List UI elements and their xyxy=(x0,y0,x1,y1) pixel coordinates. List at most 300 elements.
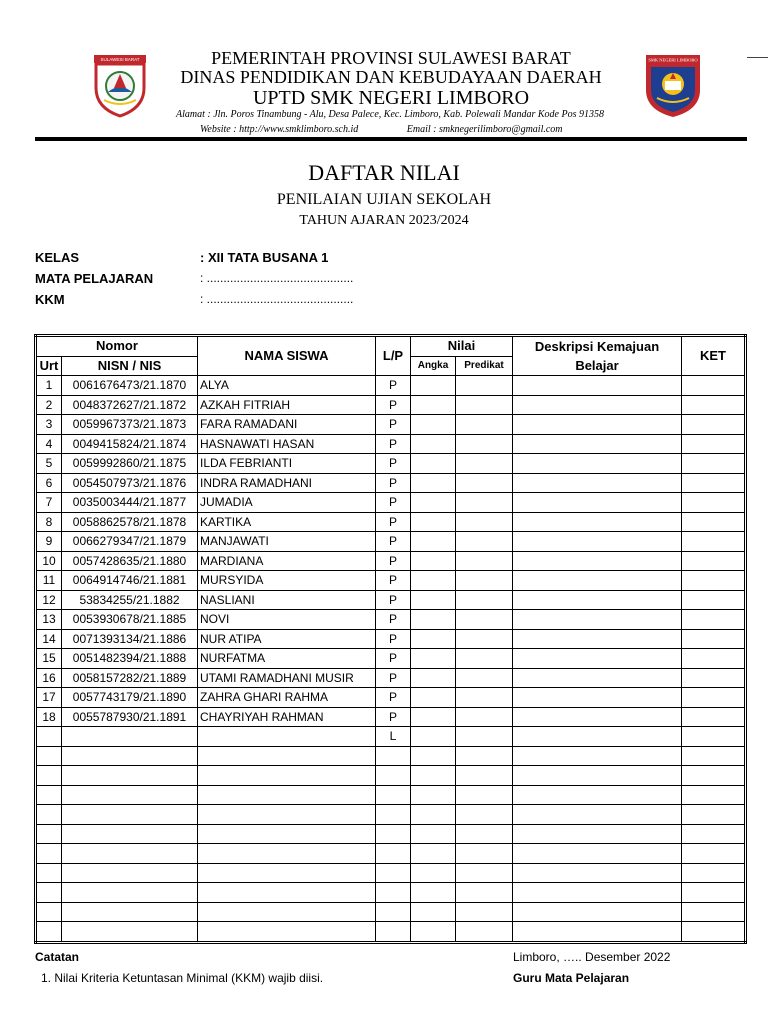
table-row xyxy=(36,707,746,727)
cell-nama: AZKAH FITRIAH xyxy=(198,395,376,415)
header-contact xyxy=(200,124,620,135)
table-row xyxy=(36,649,746,669)
cell-angka[interactable] xyxy=(411,863,456,883)
cell-nisn xyxy=(62,922,198,943)
cell-predikat[interactable] xyxy=(456,415,513,435)
cell-ket[interactable] xyxy=(682,571,746,591)
cell-lp xyxy=(376,883,411,903)
cell-nama: FARA RAMADANI xyxy=(198,415,376,435)
cell-predikat[interactable] xyxy=(456,629,513,649)
cell-nama: KARTIKA xyxy=(198,512,376,532)
cell-deskripsi[interactable] xyxy=(513,863,682,883)
place-date: Limboro, ….. Desember 2022 xyxy=(513,950,671,964)
cell-urt xyxy=(36,785,62,805)
table-row xyxy=(36,629,746,649)
col-header-nilai: Nilai xyxy=(411,336,513,357)
cell-ket[interactable] xyxy=(682,493,746,513)
cell-angka[interactable] xyxy=(411,434,456,454)
cell-nama: ILDA FEBRIANTI xyxy=(198,454,376,474)
cell-angka[interactable] xyxy=(411,610,456,630)
cell-angka[interactable] xyxy=(411,746,456,766)
table-row xyxy=(36,727,746,747)
cell-nisn: 53834255/21.1882 xyxy=(62,590,198,610)
cell-nisn xyxy=(62,785,198,805)
cell-predikat[interactable] xyxy=(456,688,513,708)
cell-urt: 5 xyxy=(36,454,62,474)
cell-urt: 16 xyxy=(36,668,62,688)
cell-predikat[interactable] xyxy=(456,824,513,844)
cell-nisn: 0066279347/21.1879 xyxy=(62,532,198,552)
table-row xyxy=(36,922,746,943)
academic-year: TAHUN AJARAN 2023/2024 xyxy=(299,213,469,228)
cell-urt: 7 xyxy=(36,493,62,513)
cell-lp xyxy=(376,766,411,786)
cell-lp: P xyxy=(376,610,411,630)
cell-nama xyxy=(198,824,376,844)
cell-angka[interactable] xyxy=(411,824,456,844)
cell-nama: UTAMI RAMADHANI MUSIR xyxy=(198,668,376,688)
table-row xyxy=(36,902,746,922)
cell-angka[interactable] xyxy=(411,883,456,903)
cell-predikat[interactable] xyxy=(456,727,513,747)
cell-lp: P xyxy=(376,532,411,552)
cell-deskripsi[interactable] xyxy=(513,746,682,766)
cell-nama xyxy=(198,766,376,786)
table-row xyxy=(36,590,746,610)
cell-nama: MARDIANA xyxy=(198,551,376,571)
cell-deskripsi[interactable] xyxy=(513,902,682,922)
cell-urt xyxy=(36,805,62,825)
table-row xyxy=(36,844,746,864)
letterhead xyxy=(35,44,747,142)
cell-nama xyxy=(198,727,376,747)
cell-deskripsi[interactable] xyxy=(513,805,682,825)
cell-nisn: 0035003444/21.1877 xyxy=(62,493,198,513)
cell-nama xyxy=(198,863,376,883)
cell-angka[interactable] xyxy=(411,454,456,474)
cell-ket[interactable] xyxy=(682,727,746,747)
cell-urt: 10 xyxy=(36,551,62,571)
cell-nisn xyxy=(62,727,198,747)
cell-angka[interactable] xyxy=(411,844,456,864)
cell-predikat[interactable] xyxy=(456,395,513,415)
cell-nama: NOVI xyxy=(198,610,376,630)
cell-nisn: 0058862578/21.1878 xyxy=(62,512,198,532)
cell-lp: P xyxy=(376,395,411,415)
cell-angka[interactable] xyxy=(411,395,456,415)
cell-deskripsi[interactable] xyxy=(513,824,682,844)
cell-lp xyxy=(376,785,411,805)
cell-ket[interactable] xyxy=(682,376,746,396)
cell-lp: P xyxy=(376,629,411,649)
cell-angka[interactable] xyxy=(411,785,456,805)
cell-nama xyxy=(198,785,376,805)
info-value: : ............................................ xyxy=(200,292,354,306)
cell-lp: P xyxy=(376,688,411,708)
cell-ket[interactable] xyxy=(682,629,746,649)
cell-lp: P xyxy=(376,376,411,396)
cell-urt: 11 xyxy=(36,571,62,591)
cell-deskripsi[interactable] xyxy=(513,629,682,649)
cell-angka[interactable] xyxy=(411,688,456,708)
cell-ket[interactable] xyxy=(682,454,746,474)
cell-predikat[interactable] xyxy=(456,590,513,610)
cell-lp: P xyxy=(376,668,411,688)
cell-deskripsi[interactable] xyxy=(513,493,682,513)
cell-deskripsi[interactable] xyxy=(513,590,682,610)
cell-urt xyxy=(36,883,62,903)
cell-deskripsi[interactable] xyxy=(513,415,682,435)
note-item: 1. Nilai Kriteria Ketuntasan Minimal (KKM) wajib diisi. xyxy=(41,971,324,985)
cell-urt: 18 xyxy=(36,707,62,727)
col-header-nama: NAMA SISWA xyxy=(198,336,376,376)
info-row-kkm xyxy=(35,292,535,313)
cell-predikat[interactable] xyxy=(456,883,513,903)
cell-nisn: 0049415824/21.1874 xyxy=(62,434,198,454)
cell-angka[interactable] xyxy=(411,493,456,513)
grade-table xyxy=(34,334,747,944)
svg-text:SMK NEGERI LIMBORO: SMK NEGERI LIMBORO xyxy=(648,57,698,63)
cell-nisn: 0071393134/21.1886 xyxy=(62,629,198,649)
header-government-line: PEMERINTAH PROVINSI SULAWESI BARAT xyxy=(211,48,571,68)
cell-predikat[interactable] xyxy=(456,922,513,943)
cell-predikat[interactable] xyxy=(456,746,513,766)
info-row-kelas xyxy=(35,250,535,271)
cell-ket[interactable] xyxy=(682,434,746,454)
cell-deskripsi[interactable] xyxy=(513,883,682,903)
cell-lp xyxy=(376,805,411,825)
document-title-block xyxy=(0,160,768,230)
cell-lp: P xyxy=(376,571,411,591)
signature-title: Guru Mata Pelajaran xyxy=(513,971,630,985)
cell-ket[interactable] xyxy=(682,824,746,844)
cell-ket[interactable] xyxy=(682,395,746,415)
cell-nama: ALYA xyxy=(198,376,376,396)
cell-urt xyxy=(36,922,62,943)
cell-lp: P xyxy=(376,649,411,669)
table-row xyxy=(36,434,746,454)
cell-urt xyxy=(36,766,62,786)
cell-deskripsi[interactable] xyxy=(513,571,682,591)
class-info xyxy=(35,250,535,313)
cell-deskripsi[interactable] xyxy=(513,376,682,396)
cell-urt: 14 xyxy=(36,629,62,649)
cell-nama: INDRA RAMADHANI xyxy=(198,473,376,493)
cell-predikat[interactable] xyxy=(456,454,513,474)
cell-urt: 12 xyxy=(36,590,62,610)
cell-lp xyxy=(376,922,411,943)
cell-deskripsi[interactable] xyxy=(513,610,682,630)
cell-angka[interactable] xyxy=(411,532,456,552)
cell-nisn: 0048372627/21.1872 xyxy=(62,395,198,415)
col-header-deskripsi: Deskripsi Kemajuan Belajar xyxy=(513,336,682,376)
cell-angka[interactable] xyxy=(411,571,456,591)
cell-ket[interactable] xyxy=(682,532,746,552)
table-row xyxy=(36,746,746,766)
cell-deskripsi[interactable] xyxy=(513,454,682,474)
cell-deskripsi[interactable] xyxy=(513,532,682,552)
cell-deskripsi[interactable] xyxy=(513,766,682,786)
table-row xyxy=(36,551,746,571)
cell-ket[interactable] xyxy=(682,512,746,532)
cell-lp: P xyxy=(376,493,411,513)
info-value: : ............................................ xyxy=(200,271,354,285)
cell-nisn: 0059967373/21.1873 xyxy=(62,415,198,435)
cell-angka[interactable] xyxy=(411,707,456,727)
cell-predikat[interactable] xyxy=(456,610,513,630)
cell-nisn xyxy=(62,844,198,864)
col-header-nomor: Nomor xyxy=(36,336,198,357)
cell-angka[interactable] xyxy=(411,473,456,493)
cell-deskripsi[interactable] xyxy=(513,434,682,454)
cell-angka[interactable] xyxy=(411,512,456,532)
cell-predikat[interactable] xyxy=(456,785,513,805)
col-header-predikat: Predikat xyxy=(456,356,513,376)
cell-deskripsi[interactable] xyxy=(513,551,682,571)
cell-ket[interactable] xyxy=(682,863,746,883)
cell-ket[interactable] xyxy=(682,883,746,903)
notes-section xyxy=(35,950,323,985)
cell-ket[interactable] xyxy=(682,707,746,727)
cell-ket[interactable] xyxy=(682,688,746,708)
document-subtitle: PENILAIAN UJIAN SEKOLAH xyxy=(276,191,492,208)
cell-nama xyxy=(198,922,376,943)
cell-angka[interactable] xyxy=(411,766,456,786)
cell-urt: 3 xyxy=(36,415,62,435)
cell-ket[interactable] xyxy=(682,766,746,786)
cell-nisn: 0058157282/21.1889 xyxy=(62,668,198,688)
info-label: KKM xyxy=(35,292,65,307)
cell-angka[interactable] xyxy=(411,629,456,649)
cell-nisn: 0064914746/21.1881 xyxy=(62,571,198,591)
cell-lp: P xyxy=(376,434,411,454)
table-row xyxy=(36,473,746,493)
cell-nama: JUMADIA xyxy=(198,493,376,513)
cell-nama xyxy=(198,746,376,766)
cell-nisn xyxy=(62,863,198,883)
header-address: Alamat : Jln. Poros Tinambung - Alu, Desa Palece, Kec. Limboro, Kab. Polewali Mandar Kode Pos 91358 xyxy=(176,109,604,120)
cell-angka[interactable] xyxy=(411,649,456,669)
table-row xyxy=(36,785,746,805)
cell-ket[interactable] xyxy=(682,922,746,943)
col-header-ket: KET xyxy=(682,336,746,376)
table-header-row xyxy=(36,336,746,357)
cell-nisn: 0051482394/21.1888 xyxy=(62,649,198,669)
cell-ket[interactable] xyxy=(682,415,746,435)
cell-angka[interactable] xyxy=(411,727,456,747)
cell-nisn xyxy=(62,824,198,844)
cell-ket[interactable] xyxy=(682,590,746,610)
table-row xyxy=(36,376,746,396)
cell-deskripsi[interactable] xyxy=(513,922,682,943)
signature-section xyxy=(513,950,670,985)
header-department-line: DINAS PENDIDIKAN DAN KEBUDAYAAN DAERAH xyxy=(180,67,602,87)
table-row xyxy=(36,532,746,552)
header-website: Website : http://www.smklimboro.sch.id xyxy=(200,124,359,135)
cell-lp xyxy=(376,746,411,766)
cell-predikat[interactable] xyxy=(456,571,513,591)
cell-deskripsi[interactable] xyxy=(513,707,682,727)
col-header-angka: Angka xyxy=(411,356,456,376)
cell-deskripsi[interactable] xyxy=(513,512,682,532)
table-row xyxy=(36,668,746,688)
cell-predikat[interactable] xyxy=(456,473,513,493)
cell-nama: NUR ATIPA xyxy=(198,629,376,649)
cell-angka[interactable] xyxy=(411,415,456,435)
cell-deskripsi[interactable] xyxy=(513,727,682,747)
cell-predikat[interactable] xyxy=(456,707,513,727)
cell-nama: MANJAWATI xyxy=(198,532,376,552)
cell-ket[interactable] xyxy=(682,610,746,630)
cell-ket[interactable] xyxy=(682,844,746,864)
cell-deskripsi[interactable] xyxy=(513,668,682,688)
table-row xyxy=(36,688,746,708)
cell-predikat[interactable] xyxy=(456,863,513,883)
cell-ket[interactable] xyxy=(682,785,746,805)
cell-lp: P xyxy=(376,473,411,493)
cell-urt xyxy=(36,844,62,864)
cell-ket[interactable] xyxy=(682,668,746,688)
cell-predikat[interactable] xyxy=(456,512,513,532)
table-row xyxy=(36,454,746,474)
svg-text:SULAWESI BARAT: SULAWESI BARAT xyxy=(100,57,140,62)
cell-angka[interactable] xyxy=(411,551,456,571)
cell-nisn: 0057428635/21.1880 xyxy=(62,551,198,571)
info-row-mata-pelajaran xyxy=(35,271,535,292)
cell-nisn: 0053930678/21.1885 xyxy=(62,610,198,630)
cell-nama: MURSYIDA xyxy=(198,571,376,591)
cell-lp: P xyxy=(376,590,411,610)
cell-lp xyxy=(376,863,411,883)
cell-nama xyxy=(198,805,376,825)
table-row xyxy=(36,415,746,435)
cell-urt: 6 xyxy=(36,473,62,493)
cell-nama xyxy=(198,844,376,864)
cell-predikat[interactable] xyxy=(456,493,513,513)
cell-predikat[interactable] xyxy=(456,649,513,669)
cell-deskripsi[interactable] xyxy=(513,395,682,415)
table-row xyxy=(36,824,746,844)
cell-urt xyxy=(36,902,62,922)
table-row xyxy=(36,395,746,415)
cell-ket[interactable] xyxy=(682,473,746,493)
cell-urt: 2 xyxy=(36,395,62,415)
cell-ket[interactable] xyxy=(682,902,746,922)
notes-heading: Catatan xyxy=(35,950,80,964)
table-row xyxy=(36,571,746,591)
cell-lp xyxy=(376,824,411,844)
table-row xyxy=(36,493,746,513)
cell-ket[interactable] xyxy=(682,805,746,825)
cell-nisn xyxy=(62,805,198,825)
cell-predikat[interactable] xyxy=(456,551,513,571)
cell-urt: 4 xyxy=(36,434,62,454)
cell-nama: NURFATMA xyxy=(198,649,376,669)
cell-lp: L xyxy=(376,727,411,747)
cell-ket[interactable] xyxy=(682,746,746,766)
cell-urt: 17 xyxy=(36,688,62,708)
cell-deskripsi[interactable] xyxy=(513,844,682,864)
table-row xyxy=(36,883,746,903)
cell-deskripsi[interactable] xyxy=(513,473,682,493)
cell-angka[interactable] xyxy=(411,922,456,943)
cell-urt: 9 xyxy=(36,532,62,552)
cell-predikat[interactable] xyxy=(456,902,513,922)
header-school-name: UPTD SMK NEGERI LIMBORO xyxy=(252,87,530,109)
table-row xyxy=(36,863,746,883)
cell-urt xyxy=(36,746,62,766)
cell-lp: P xyxy=(376,415,411,435)
cell-predikat[interactable] xyxy=(456,805,513,825)
cell-predikat[interactable] xyxy=(456,766,513,786)
cell-ket[interactable] xyxy=(682,551,746,571)
cell-urt xyxy=(36,863,62,883)
cell-nisn: 0061676473/21.1870 xyxy=(62,376,198,396)
cell-angka[interactable] xyxy=(411,590,456,610)
table-row xyxy=(36,512,746,532)
table-row xyxy=(36,610,746,630)
cell-nisn: 0054507973/21.1876 xyxy=(62,473,198,493)
cell-nisn xyxy=(62,746,198,766)
cell-nisn: 0055787930/21.1891 xyxy=(62,707,198,727)
cell-angka[interactable] xyxy=(411,902,456,922)
cell-urt: 15 xyxy=(36,649,62,669)
cell-predikat[interactable] xyxy=(456,434,513,454)
info-value: : XII TATA BUSANA 1 xyxy=(200,250,329,265)
cell-lp: P xyxy=(376,707,411,727)
cell-nisn xyxy=(62,766,198,786)
cell-nisn xyxy=(62,883,198,903)
cell-predikat[interactable] xyxy=(456,668,513,688)
cell-nama xyxy=(198,883,376,903)
cell-lp: P xyxy=(376,512,411,532)
info-label: KELAS xyxy=(35,250,80,265)
cell-urt: 8 xyxy=(36,512,62,532)
cell-urt xyxy=(36,727,62,747)
header-accent-line xyxy=(747,57,768,58)
cell-predikat[interactable] xyxy=(456,844,513,864)
header-divider xyxy=(35,137,747,141)
cell-nisn: 0059992860/21.1875 xyxy=(62,454,198,474)
cell-angka[interactable] xyxy=(411,805,456,825)
col-header-lp: L/P xyxy=(376,336,411,376)
cell-predikat[interactable] xyxy=(456,532,513,552)
table-row xyxy=(36,805,746,825)
cell-angka[interactable] xyxy=(411,376,456,396)
cell-deskripsi[interactable] xyxy=(513,688,682,708)
cell-predikat[interactable] xyxy=(456,376,513,396)
cell-lp xyxy=(376,844,411,864)
cell-nisn xyxy=(62,902,198,922)
cell-angka[interactable] xyxy=(411,668,456,688)
header-email: Email : smknegerilimboro@gmail.com xyxy=(406,124,563,135)
cell-deskripsi[interactable] xyxy=(513,649,682,669)
table-row xyxy=(36,766,746,786)
cell-lp: P xyxy=(376,551,411,571)
cell-urt xyxy=(36,824,62,844)
col-header-nisn: NISN / NIS xyxy=(62,356,198,376)
cell-urt: 13 xyxy=(36,610,62,630)
col-header-urt: Urt xyxy=(36,356,62,376)
cell-ket[interactable] xyxy=(682,649,746,669)
info-label: MATA PELAJARAN xyxy=(35,271,154,286)
cell-nama xyxy=(198,902,376,922)
cell-deskripsi[interactable] xyxy=(513,785,682,805)
cell-nama: HASNAWATI HASAN xyxy=(198,434,376,454)
cell-urt: 1 xyxy=(36,376,62,396)
cell-nisn: 0057743179/21.1890 xyxy=(62,688,198,708)
cell-nama: ZAHRA GHARI RAHMA xyxy=(198,688,376,708)
